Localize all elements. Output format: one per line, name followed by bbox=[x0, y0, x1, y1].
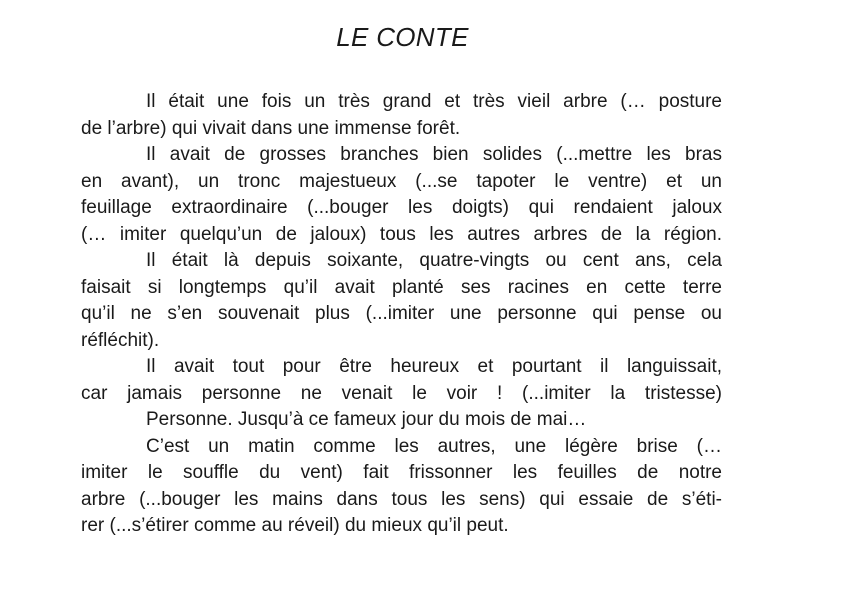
text-line: de l’arbre) qui vivait dans une immense forêt. bbox=[81, 117, 461, 139]
text-line: rer (...s’étirer comme au réveil) du mieux qu’il peut. bbox=[81, 515, 509, 536]
text-line: imiter le souffle du vent) fait frissonner les feuilles de notre bbox=[81, 462, 722, 483]
text-line: Il avait tout pour être heureux et pourtant il languissait, bbox=[146, 356, 722, 377]
text-line: Personne. Jusqu’à ce fameux jour du mois de mai… bbox=[146, 409, 587, 430]
text-line: Il était une fois un très grand et très vieil arbre (… posture bbox=[146, 91, 722, 112]
text-line: réfléchit). bbox=[81, 329, 160, 351]
text-line: qu’il ne s’en souvenait plus (...imiter une personne qui pense ou bbox=[81, 303, 722, 324]
text-line: C’est un matin comme les autres, une légère brise (… bbox=[146, 435, 722, 457]
text-line: Il était là depuis soixante, quatre-vingts ou cent ans, cela bbox=[146, 250, 722, 271]
story-text bbox=[81, 89, 722, 540]
text-line: car jamais personne ne venait le voir ! (...imiter la tristesse) bbox=[81, 382, 722, 404]
text-line: feuillage extraordinaire (...bouger les doigts) qui rendaient jaloux bbox=[81, 197, 722, 218]
text-line: Il avait de grosses branches bien solides (...mettre les bras bbox=[146, 144, 722, 165]
text-line: faisait si longtemps qu’il avait planté ses racines en cette terre bbox=[81, 276, 722, 298]
text-line: arbre (...bouger les mains dans tous les sens) qui essaie de s’éti- bbox=[81, 488, 722, 510]
text-line: (… imiter quelqu’un de jaloux) tous les autres arbres de la région. bbox=[81, 223, 722, 245]
page-title: LE CONTE bbox=[336, 22, 469, 52]
text-line: en avant), un tronc majestueux (...se tapoter le ventre) et un bbox=[81, 170, 722, 192]
